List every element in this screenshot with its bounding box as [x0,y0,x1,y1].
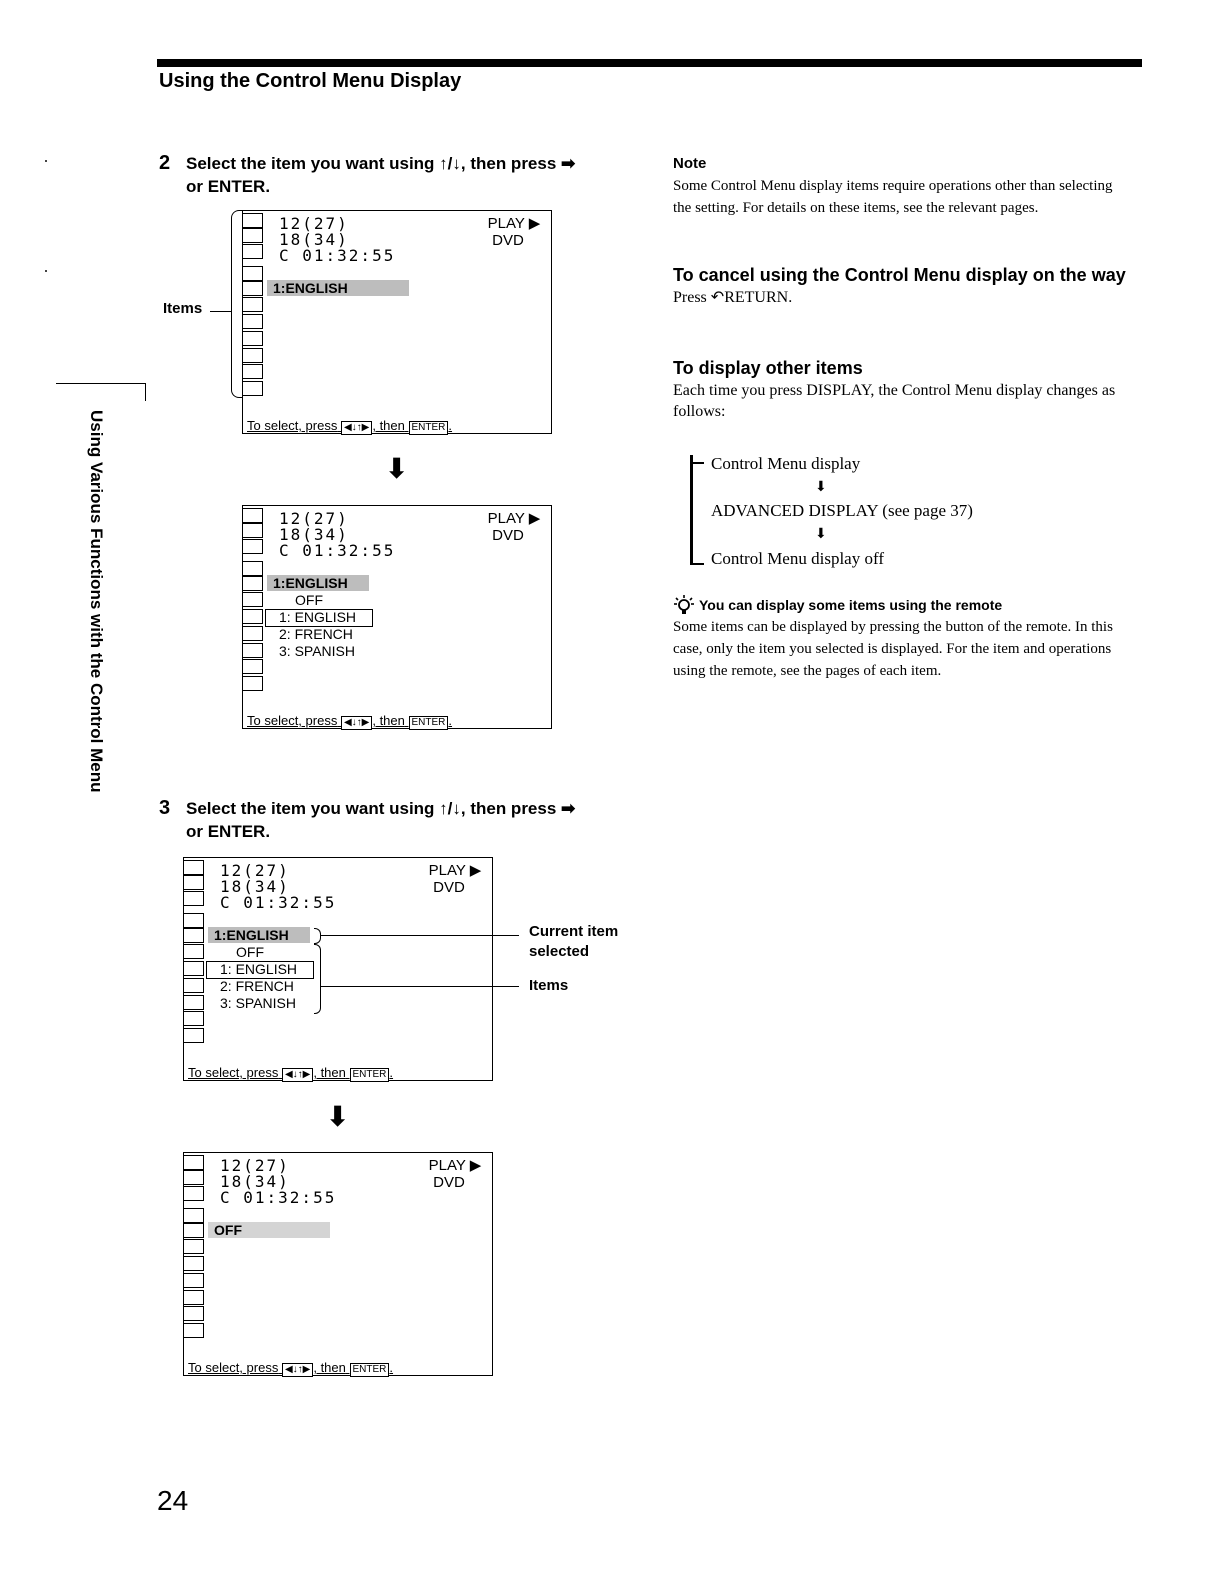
step-2-line-1: Select the item you want using ↑/↓, then press ➡ [186,154,576,173]
option-off: OFF [295,592,323,608]
items-label: Items [163,300,203,317]
menu-icon-slot [243,244,263,259]
elapsed-time: C 01:32:55 [279,541,396,560]
elapsed-time: C 01:32:55 [220,1188,337,1207]
menu-icon-slot [184,944,204,959]
step-number: 3 [159,797,171,819]
page-heading: Using the Control Menu Display [159,70,462,92]
option-english: 1: ENGLISH [279,609,357,625]
menu-icon-slot [243,314,263,329]
osd-footer: To select, press ◀↓↑▶ , then ENTER . [188,1360,394,1375]
menu-icon-slot [184,1323,204,1338]
title-number: 12(27) [220,861,290,880]
menu-icon-slot [184,1170,204,1185]
margin-mark [45,160,47,162]
items-leader [210,311,232,312]
page-number: 24 [157,1485,189,1516]
cancel-text: Press ↶RETURN. [673,289,793,306]
other-items-text: Each time you press DISPLAY, the Control Menu display changes as follows: [673,382,1116,420]
menu-icon-slot [184,1223,204,1238]
menu-icon-slot [243,281,263,296]
cycle-bracket [690,455,693,565]
menu-icon-slot [184,1186,204,1201]
step-2-line-2: or ENTER. [186,177,271,196]
play-status: PLAY ▶ [428,862,482,879]
play-status: PLAY ▶ [487,510,541,527]
disc-type: DVD [433,879,465,896]
menu-icon-slot [243,609,263,624]
selected-item: 1:ENGLISH [267,575,369,591]
title-number: 12(27) [279,214,349,233]
menu-icon-slot [243,539,263,554]
menu-icon-slot [184,1290,204,1305]
menu-icon-slot [184,978,204,993]
option-english: 1: ENGLISH [220,961,298,977]
other-items-title: To display other items [673,358,863,378]
step-3 [159,797,626,843]
menu-icon-slot [243,643,263,658]
cycle-item: Control Menu display [711,454,861,473]
cycle-bracket-top [690,462,704,464]
cycle-bracket-bottom [690,563,704,565]
tip-block [673,594,1128,682]
menu-icon-slot [243,523,263,538]
disc-type: DVD [433,1174,465,1191]
menu-icon-slot [243,592,263,607]
selected-item: 1:ENGLISH [208,927,310,943]
chapter-number: 18(34) [220,1172,290,1191]
play-status: PLAY ▶ [428,1157,482,1174]
menu-icon-slot [243,626,263,641]
menu-icon-slot [243,213,263,228]
menu-icon-slot [243,381,263,396]
menu-icon-slot [184,1011,204,1026]
menu-icon-slot [184,961,204,976]
cycle-arrow: ⬇ [815,525,827,541]
play-status: PLAY ▶ [487,215,541,232]
option-spanish: 3: SPANISH [279,643,355,659]
lightbulb-icon [673,594,695,616]
chapter-number: 18(34) [279,525,349,544]
selected-item: OFF [208,1222,330,1238]
other-items-block [673,356,1128,422]
menu-icon-slot [243,297,263,312]
osd-screen-d [183,1152,493,1376]
margin-mark [45,270,47,272]
menu-icon-slot [243,561,263,576]
current-bracket [314,928,321,944]
items-label: Items [529,977,569,994]
disc-type: DVD [492,232,524,249]
chapter-number: 18(34) [220,877,290,896]
menu-icon-slot [184,913,204,928]
menu-icon-slot [184,1273,204,1288]
elapsed-time: C 01:32:55 [279,246,396,265]
note-text: Some Control Menu display items require operations other than selecting the setting. For details on these items, see the relevant pages. [673,178,1113,216]
flow-arrow: ⬇ [385,452,409,485]
menu-icon-slot [184,995,204,1010]
menu-icon-slot [243,676,263,691]
option-french: 2: FRENCH [279,626,353,642]
step-3-line-2: or ENTER. [186,822,271,841]
tip-text: Some items can be displayed by pressing the button of the remote. In this case, only the item you selected is displayed. For the item and operations using the remote, see the pages of each item. [673,619,1113,679]
cancel-title: To cancel using the Control Menu display on the way [673,265,1126,285]
menu-icon-slot [243,508,263,523]
selected-item: 1:ENGLISH [267,280,409,296]
menu-icon-slot [184,1256,204,1271]
side-tab-line-end [145,383,146,401]
menu-icon-slot [184,928,204,943]
menu-icon-slot [243,576,263,591]
current-item-leader [321,935,519,936]
option-french: 2: FRENCH [220,978,294,994]
menu-icon-slot [184,875,204,890]
osd-footer: To select, press ◀↓↑▶ , then ENTER . [247,713,453,728]
cycle-item: Control Menu display off [711,549,884,568]
step-number: 2 [159,152,171,174]
option-spanish: 3: SPANISH [220,995,296,1011]
menu-icon-slot [184,1239,204,1254]
menu-icon-slot [184,891,204,906]
items-leader [321,986,519,987]
elapsed-time: C 01:32:55 [220,893,337,912]
menu-icon-slot [243,266,263,281]
tip-title: You can display some items using the remote [699,597,1003,613]
flow-arrow: ⬇ [326,1100,350,1133]
menu-icon-slot [243,659,263,674]
heading-rule [157,59,1142,67]
chapter-number: 18(34) [279,230,349,249]
current-item-label: Current item selected [529,923,619,960]
step-2 [159,152,626,198]
side-tab-line [56,383,146,384]
disc-type: DVD [492,527,524,544]
menu-icon-slot [184,1155,204,1170]
items-bracket [231,210,242,398]
menu-icon-slot [184,1208,204,1223]
title-number: 12(27) [279,509,349,528]
cancel-block [673,263,1128,308]
step-3-line-1: Select the item you want using ↑/↓, then press ➡ [186,799,576,818]
side-tab-title: Using Various Functions with the Control Menu [87,410,106,793]
osd-footer: To select, press ◀↓↑▶ , then ENTER . [188,1065,394,1080]
menu-icon-slot [243,364,263,379]
osd-screen-b [242,505,552,729]
menu-icon-slot [184,1028,204,1043]
osd-screen-a [242,210,552,434]
menu-icon-slot [243,331,263,346]
cycle-arrow: ⬇ [815,478,827,494]
option-off: OFF [236,944,264,960]
menu-icon-slot [243,228,263,243]
menu-icon-slot [184,1306,204,1321]
menu-icon-slot [184,860,204,875]
osd-footer: To select, press ◀↓↑▶ , then ENTER . [247,418,453,433]
note-title: Note [673,155,707,172]
note-block [673,153,1128,219]
osd-screen-c [183,857,493,1081]
items-bracket [314,944,321,1014]
menu-icon-slot [243,348,263,363]
title-number: 12(27) [220,1156,290,1175]
cycle-item: ADVANCED DISPLAY (see page 37) [711,501,973,520]
